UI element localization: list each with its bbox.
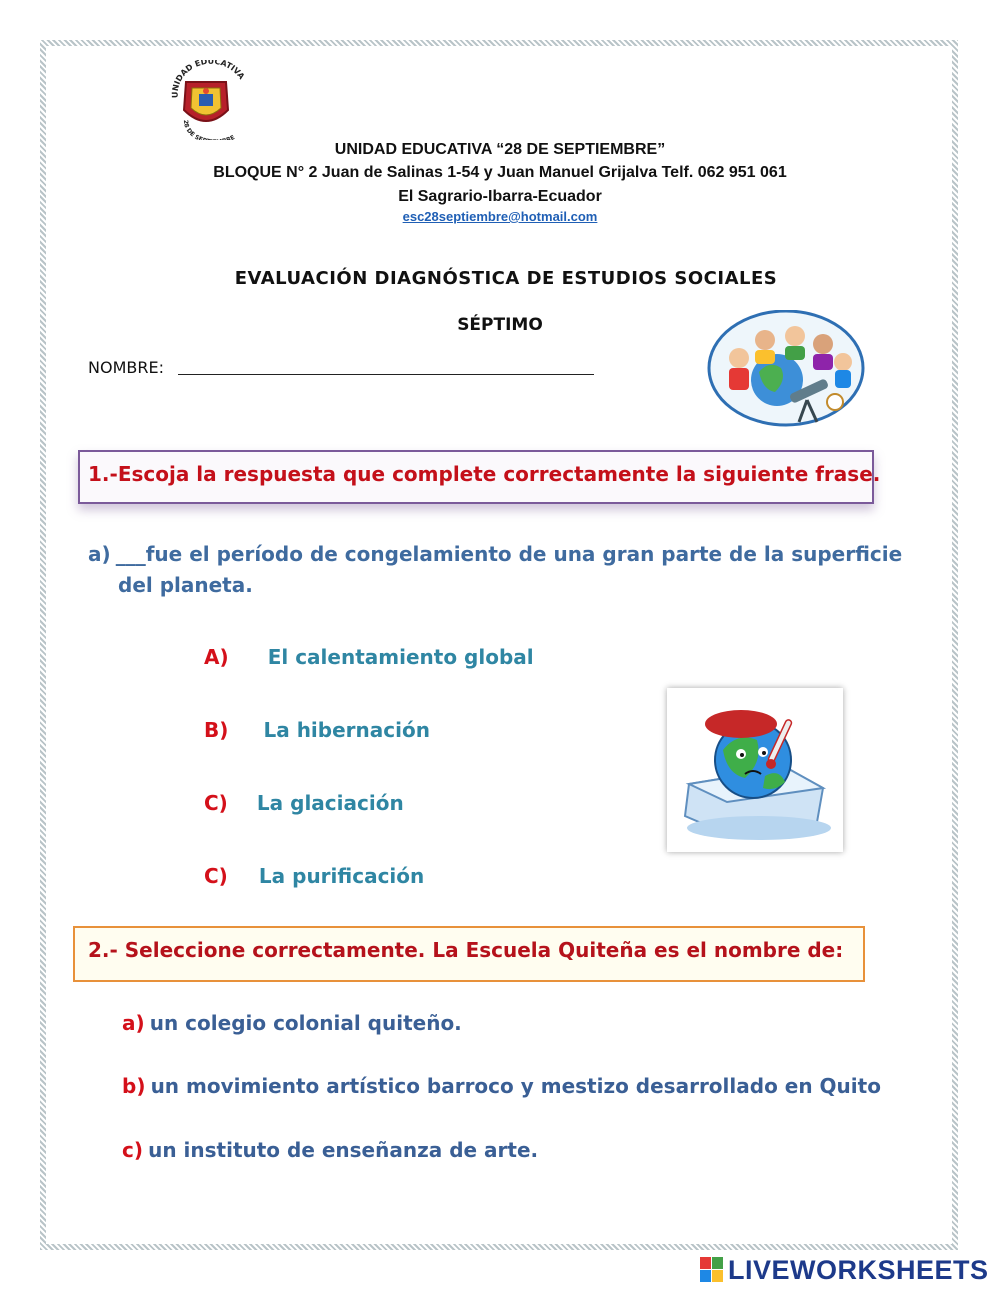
option-d[interactable] xyxy=(204,864,424,888)
option-letter: a) xyxy=(122,1011,145,1035)
school-email-link[interactable]: esc28septiembre@hotmail.com xyxy=(402,209,598,224)
option-letter: B) xyxy=(204,718,229,742)
option-letter: c) xyxy=(122,1138,143,1162)
stem-line-2: del planeta. xyxy=(118,573,253,597)
option-letter: A) xyxy=(204,645,229,669)
exam-grade: SÉPTIMO xyxy=(457,315,543,335)
brand-text: LIVEWORKSHEETS xyxy=(728,1254,989,1285)
option-text: El calentamiento global xyxy=(267,645,534,669)
option-letter: b) xyxy=(122,1074,146,1098)
school-location: El Sagrario-Ibarra-Ecuador xyxy=(398,188,602,205)
school-logo xyxy=(166,60,256,140)
option-text: La purificación xyxy=(258,864,425,888)
option-text: un instituto de enseñanza de arte. xyxy=(148,1138,539,1162)
option-letter: C) xyxy=(204,864,228,888)
q2-option-a[interactable] xyxy=(122,1011,462,1035)
q2-option-c[interactable] xyxy=(122,1138,538,1162)
name-input-line[interactable] xyxy=(178,374,594,375)
school-address: BLOQUE N° 2 Juan de Salinas 1-54 y Juan Manuel Grijalva Telf. 062 951 061 xyxy=(213,164,787,181)
question-1-stem xyxy=(88,536,902,573)
stem-marker: a) xyxy=(88,542,111,566)
kids-globe-illustration xyxy=(707,310,867,432)
option-text: un colegio colonial quiteño. xyxy=(149,1011,462,1035)
exam-title: EVALUACIÓN DIAGNÓSTICA DE ESTUDIOS SOCIALES xyxy=(234,268,778,289)
option-text: La glaciación xyxy=(256,791,404,815)
name-label: NOMBRE: xyxy=(88,358,164,377)
option-letter: C) xyxy=(204,791,228,815)
stem-line-1: ___fue el período de congelamiento de una gran parte de la superficie xyxy=(115,542,903,566)
liveworksheets-logo-icon xyxy=(700,1257,724,1283)
school-name: UNIDAD EDUCATIVA “28 DE SEPTIEMBRE” xyxy=(334,141,666,158)
svg-text:UNIDAD EDUCATIVA: UNIDAD EDUCATIVA xyxy=(170,60,247,99)
liveworksheets-brand xyxy=(700,1255,989,1285)
option-c[interactable] xyxy=(204,791,404,815)
option-b[interactable] xyxy=(204,718,430,742)
question-2-prompt: 2.- Seleccione correctamente. La Escuela Quiteña es el nombre de: xyxy=(88,938,844,962)
question-1-prompt: 1.-Escoja la respuesta que complete correctamente la siguiente frase. xyxy=(88,462,881,486)
svg-text:28 DE SEPTIEMBRE: 28 DE SE RE xyxy=(181,119,237,140)
melting-globe-illustration xyxy=(667,688,843,852)
q2-option-b[interactable] xyxy=(122,1074,881,1098)
option-a[interactable] xyxy=(204,645,534,669)
option-text: La hibernación xyxy=(263,718,430,742)
option-text: un movimiento artístico barroco y mestizo desarrollado en Quito xyxy=(150,1074,881,1098)
